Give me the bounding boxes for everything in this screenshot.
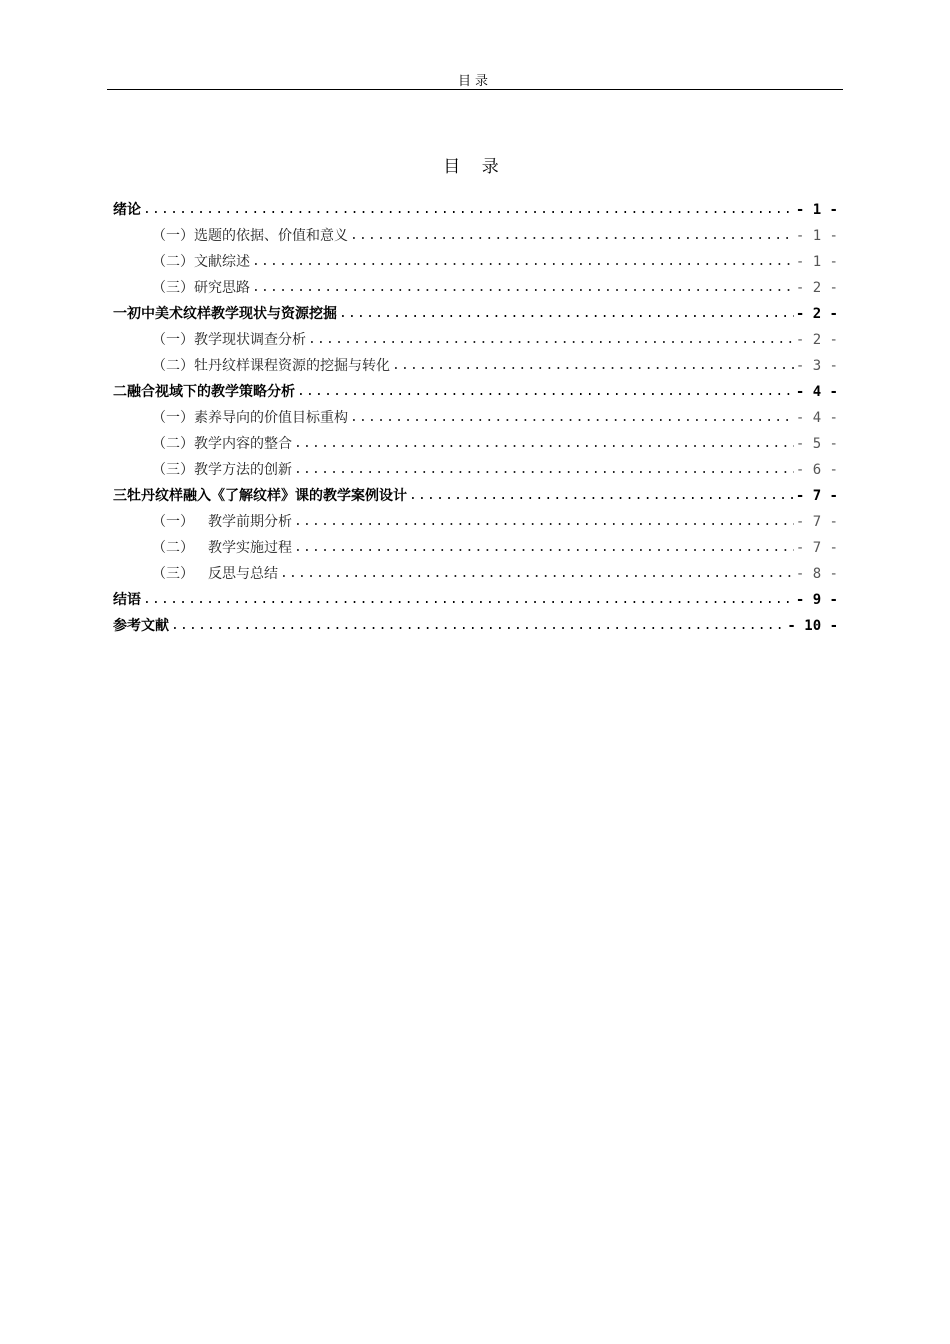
toc-leader-dots <box>171 613 785 639</box>
toc-entry-number: （二） <box>152 436 194 452</box>
toc-entry[interactable] <box>113 535 838 561</box>
toc-entry-number: 三 <box>113 488 127 504</box>
toc-entry-number: 二 <box>113 384 127 400</box>
toc-leader-dots <box>339 301 794 327</box>
toc-entry-number: （二） <box>152 254 194 270</box>
toc-entry-page: - 7 - <box>795 514 838 530</box>
running-header: 目录 <box>457 74 492 89</box>
toc-leader-dots <box>294 457 794 483</box>
toc-entry-text: 教学内容的整合 <box>194 436 292 452</box>
toc-entry-text: 教学实施过程 <box>208 540 292 556</box>
toc-entry-page: - 6 - <box>795 462 838 478</box>
toc-entry-page: - 2 - <box>795 280 838 296</box>
toc-title: 目 录 <box>443 157 507 177</box>
toc-entry-page: - 9 - <box>795 592 838 608</box>
toc-entry-page: - 10 - <box>787 618 838 634</box>
toc-leader-dots <box>143 587 794 613</box>
toc-entry[interactable] <box>113 457 838 483</box>
toc-entry-number: （三） <box>152 462 194 478</box>
toc-entry[interactable] <box>113 613 838 639</box>
toc-leader-dots <box>143 197 794 223</box>
toc-entry[interactable] <box>113 301 838 327</box>
toc-entry-text: 教学前期分析 <box>208 514 292 530</box>
toc-leader-dots <box>252 275 794 301</box>
toc-leader-dots <box>280 561 794 587</box>
toc-leader-dots <box>252 249 794 275</box>
toc-entry-page: - 2 - <box>795 306 838 322</box>
toc-entry-number: （二） <box>152 540 194 556</box>
toc-entry-number: （二） <box>152 358 194 374</box>
toc-leader-dots <box>392 353 794 379</box>
toc-entry-page: - 3 - <box>795 358 838 374</box>
toc-entry[interactable] <box>113 223 838 249</box>
toc-entry-text: 研究思路 <box>194 280 250 296</box>
toc-entry[interactable] <box>113 327 838 353</box>
toc-entry-text: 初中美术纹样教学现状与资源挖掘 <box>127 306 337 322</box>
toc-entry[interactable] <box>113 379 838 405</box>
toc-entry-number: （一） <box>152 410 194 426</box>
toc-leader-dots <box>308 327 794 353</box>
toc-entry[interactable] <box>113 561 838 587</box>
toc-entry-number: （一） <box>152 228 194 244</box>
toc-entry-number: （三） <box>152 280 194 296</box>
toc-entry-text: 反思与总结 <box>208 566 278 582</box>
toc-leader-dots <box>294 431 794 457</box>
toc-entry-page: - 8 - <box>795 566 838 582</box>
toc-entry-number: （三） <box>152 566 194 582</box>
header-rule <box>107 89 843 90</box>
toc-entry-text: 文献综述 <box>194 254 250 270</box>
toc-entry-text: 素养导向的价值目标重构 <box>194 410 348 426</box>
toc-entry-page: - 4 - <box>795 384 838 400</box>
toc-entry-text: 教学现状调查分析 <box>194 332 306 348</box>
toc-entry-page: - 2 - <box>795 332 838 348</box>
toc-entry[interactable] <box>113 587 838 613</box>
toc-entry-text: 参考文献 <box>113 618 169 634</box>
toc-entry-text: 牡丹纹样融入《了解纹样》课的教学案例设计 <box>127 488 407 504</box>
toc-entry[interactable] <box>113 275 838 301</box>
toc-entry-page: - 1 - <box>795 228 838 244</box>
toc-leader-dots <box>350 405 794 431</box>
toc-entry[interactable] <box>113 431 838 457</box>
toc-leader-dots <box>297 379 794 405</box>
toc-entry-page: - 1 - <box>795 202 838 218</box>
toc-entry-page: - 1 - <box>795 254 838 270</box>
toc-entry-text: 融合视域下的教学策略分析 <box>127 384 295 400</box>
toc-entry-text: 选题的依据、价值和意义 <box>194 228 348 244</box>
toc-leader-dots <box>350 223 794 249</box>
toc-entry[interactable] <box>113 353 838 379</box>
toc-entry-text: 绪论 <box>113 202 141 218</box>
toc-leader-dots <box>294 509 794 535</box>
toc-entry-page: - 5 - <box>795 436 838 452</box>
toc-entry-page: - 7 - <box>795 540 838 556</box>
table-of-contents <box>113 197 838 639</box>
toc-entry-text: 结语 <box>113 592 141 608</box>
toc-entry-number: （一） <box>152 332 194 348</box>
toc-leader-dots <box>409 483 794 509</box>
toc-entry-number: （一） <box>152 514 194 530</box>
toc-entry[interactable] <box>113 405 838 431</box>
toc-entry-number: 一 <box>113 306 127 322</box>
toc-entry-text: 牡丹纹样课程资源的挖掘与转化 <box>194 358 390 374</box>
toc-entry[interactable] <box>113 197 838 223</box>
toc-leader-dots <box>294 535 794 561</box>
toc-entry-page: - 7 - <box>795 488 838 504</box>
toc-entry-page: - 4 - <box>795 410 838 426</box>
toc-entry[interactable] <box>113 509 838 535</box>
toc-entry[interactable] <box>113 483 838 509</box>
toc-entry[interactable] <box>113 249 838 275</box>
toc-entry-text: 教学方法的创新 <box>194 462 292 478</box>
